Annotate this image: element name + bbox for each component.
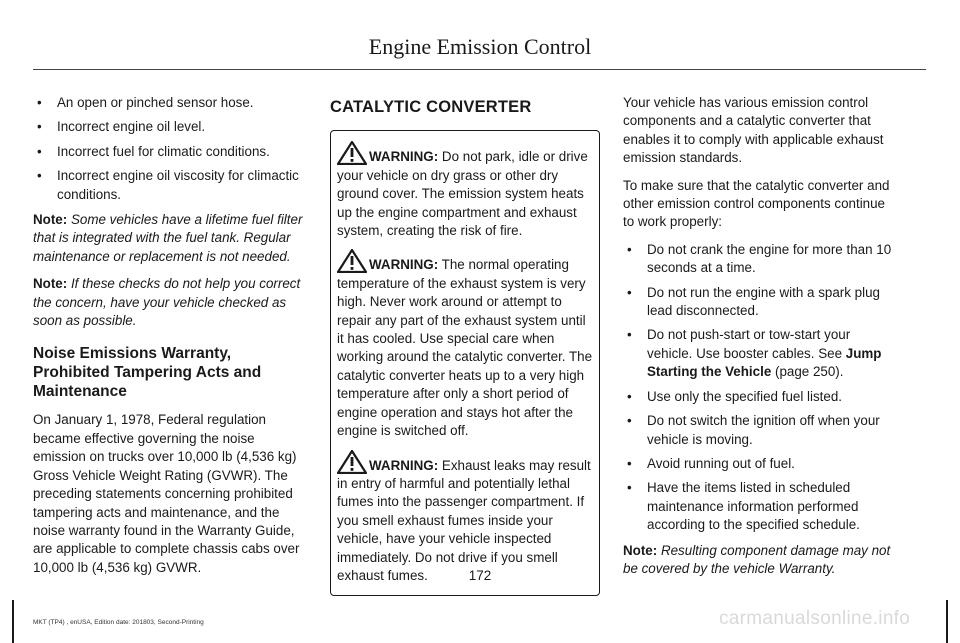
page-number: 172: [468, 568, 492, 583]
warning-box: [330, 130, 600, 596]
warning-triangle-icon: [337, 450, 367, 474]
title-rule: [33, 69, 926, 70]
note-text: Resulting component damage may not be covered by the vehicle Warranty.: [623, 542, 891, 576]
note-label: Note:: [33, 276, 68, 292]
page-reference: (page 250).: [771, 364, 844, 380]
emission-intro: Your vehicle has various emission control components and a catalytic converter that enables it to comply with applicable exhaust emission standards.: [623, 95, 884, 166]
warning-triangle-icon: [337, 249, 367, 273]
warning-label: WARNING:: [369, 257, 439, 273]
note-text: Some vehicles have a lifetime fuel filter that is integrated with the fuel tank. Regular maintenance or replacement is not needed.: [33, 212, 303, 264]
list-item: • Avoid running out of fuel.: [623, 455, 895, 473]
list-item: • An open or pinched sensor hose.: [33, 94, 305, 112]
column-middle: [330, 94, 600, 596]
note-label: Note:: [623, 542, 658, 558]
crop-mark: [946, 600, 948, 643]
warning-exhaust-leaks: [337, 450, 593, 586]
note-label: Note:: [33, 212, 68, 228]
note-checks: [33, 275, 305, 330]
list-item: • Do not run the engine with a spark plug lead disconnected.: [623, 284, 895, 321]
warning-text: Exhaust leaks may result in entry of harmful and potentially lethal fumes into the passenger compartment. If you smell exhaust fumes inside your vehicle, have your vehicle inspected immediately. Do not drive if you smell exhaust fumes.: [337, 457, 591, 583]
emission-instructions: To make sure that the catalytic converter and other emission control components continue to work properly:: [623, 177, 890, 230]
list-item: • Incorrect fuel for climatic conditions.: [33, 143, 305, 161]
noise-warranty-body: On January 1, 1978, Federal regulation became effective governing the noise emission on trucks over 10,000 lb (4,536 kg) Gross Vehicle Weight Rating (GVWR). The preceding statements concerning prohibited tampering acts and maintenance, and the noise warranty found in the Warranty Guide, are applicable to complete chassis cabs over 10,000 lb (4,536 kg) GVWR.: [33, 412, 300, 575]
warning-hot-exhaust: [337, 249, 593, 440]
column-right: [623, 94, 895, 587]
note-fuel-filter: [33, 211, 305, 266]
noise-warranty-heading: Noise Emissions Warranty, Prohibited Tampering Acts and Maintenance: [33, 345, 262, 401]
warning-text: The normal operating temperature of the exhaust system is very high. Never work around or attempt to repair any part of the exhaust system until it has cooled. Use special care when working around the catalytic converter. The catalytic converter heats up to a very high temperature after only a short period of engine operation and stays hot after the engine is switched off.: [337, 257, 593, 439]
list-item: • Incorrect engine oil level.: [33, 118, 305, 136]
list-item: • Do not switch the ignition off when your vehicle is moving.: [623, 412, 895, 449]
list-item-text: Do not push-start or tow-start your vehicle. Use booster cables. See: [647, 327, 851, 361]
list-item: • Incorrect engine oil viscosity for climactic conditions.: [33, 167, 305, 204]
emission-tips-list: [623, 241, 895, 535]
list-item: [623, 326, 895, 381]
warning-triangle-icon: [337, 141, 367, 165]
crop-mark: [12, 600, 14, 643]
checks-list: [33, 94, 305, 204]
list-item: • Use only the specified fuel listed.: [623, 388, 895, 406]
column-left: [33, 94, 305, 586]
list-item: • Have the items listed in scheduled maintenance information performed according to the specified schedule.: [623, 479, 895, 534]
watermark: carmanualsonline.info: [719, 608, 911, 629]
warning-label: WARNING:: [369, 149, 439, 165]
page-title: Engine Emission Control: [368, 34, 592, 59]
warning-label: WARNING:: [369, 457, 439, 473]
edition-footer: MKT (TP4) , enUSA, Edition date: 201803, Second-Printing: [33, 619, 204, 626]
list-item: • Do not crank the engine for more than 10 seconds at a time.: [623, 241, 895, 278]
warning-text: Do not park, idle or drive your vehicle on dry grass or other dry ground cover. The emission system heats up the engine compartment and exhaust system, creating the risk of fire.: [337, 149, 588, 239]
note-text: If these checks do not help you correct the concern, have your vehicle checked as soon as possible.: [33, 276, 301, 329]
warning-fire: [337, 141, 593, 240]
jump-starting-link[interactable]: Jump Starting the Vehicle: [647, 345, 882, 380]
catalytic-converter-heading: CATALYTIC CONVERTER: [330, 98, 532, 116]
